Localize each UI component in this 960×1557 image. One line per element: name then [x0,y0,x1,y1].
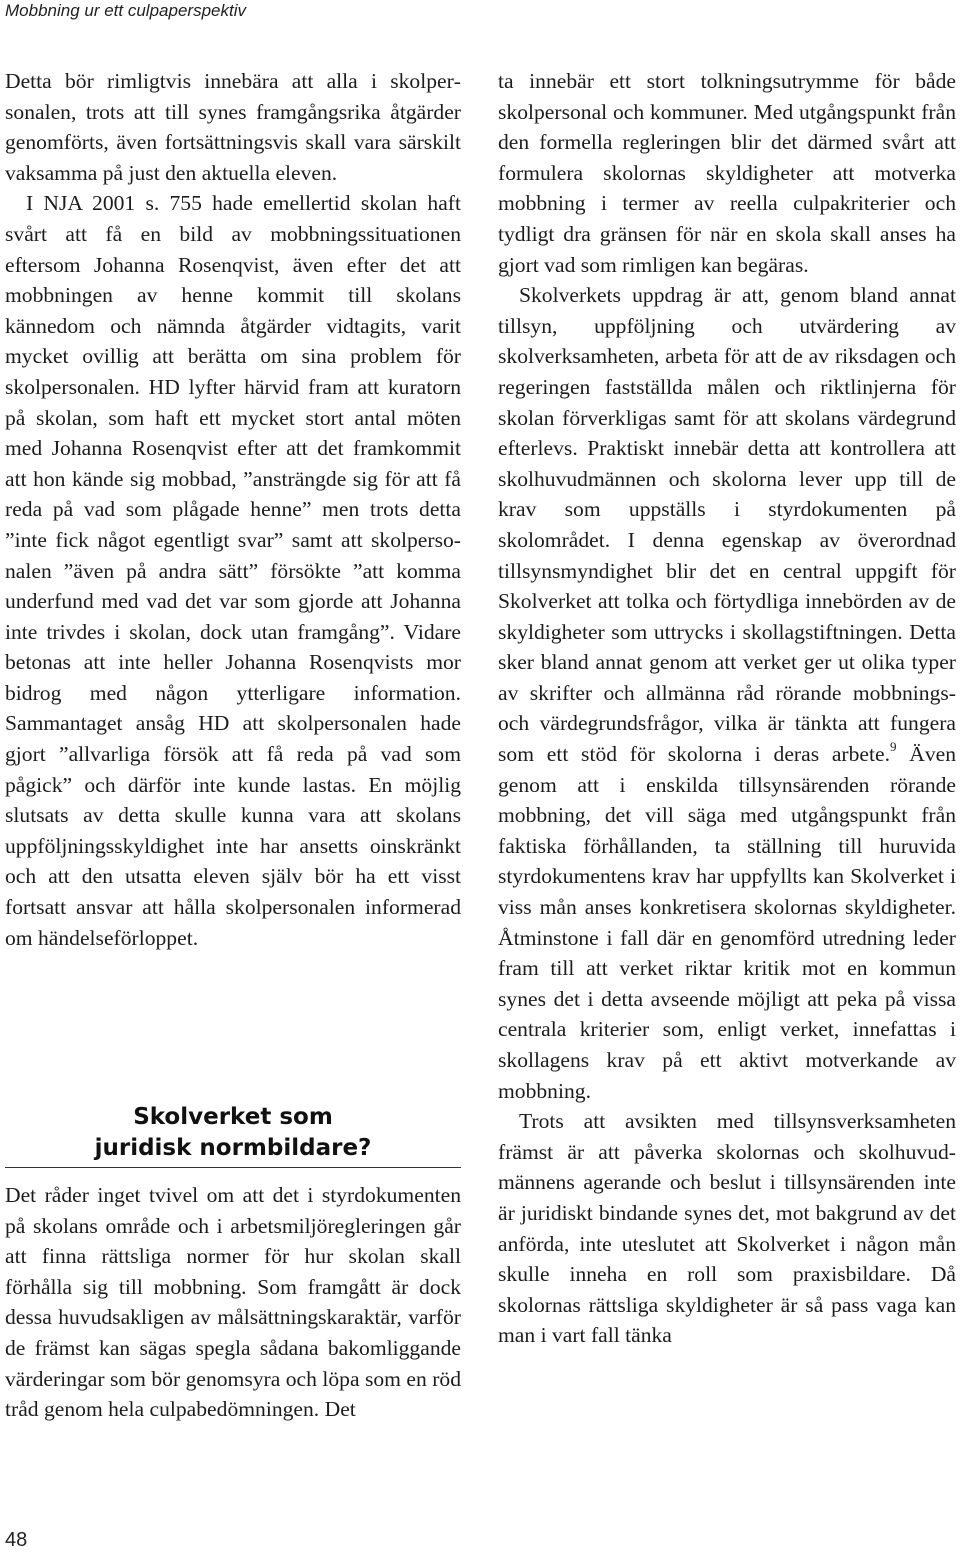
paragraph: I NJA 2001 s. 755 hade emellertid skolan haft svårt att få en bild av mobbningssituationen eftersom Johanna Rosenqvist, även efter det att mobbningen av henne kommit till skolans kännedom och nämnda åtgärder vidtagits, varit mycket ovillig att berätta om sina problem för skolpersonalen. HD lyfter härvid fram att kuratorn på skolan, som haft ett mycket stort antal möten med Johanna Rosenqvist efter att det framkommit att hon kände sig mobbad, ”ansträngde sig för att få reda på vad som plågade henne” men trots detta ”inte fick något egentligt svar” samt att skolpersonalen ”även på andra sätt” försökte ”att komma underfund med vad det var som gjorde att Johanna inte trivdes i skolan, dock utan framgång”. Vidare betonas att inte heller Johanna Rosenqvists mor bidrog med någon ytterligare information. Sammantaget ansåg HD att skolpersonalen hade gjort ”allvarliga försök att få reda på vad som pågick” och därför inte kunde lastas. En möjlig slutsats av detta skulle kunna vara att skolans uppföljningsskyldighet inte har ansetts oinskränkt och att den utsatta eleven själv bör ha ett visst fortsatt ansvar att hålla skolpersonalen informerad om händelseförloppet. [5,191,461,950]
paragraph: ta innebär ett stort tolkningsutrymme för både skolpersonal och kommuner. Med utgångspunkt från den formella regleringen blir det därmed svårt att formulera skolornas skyldigheter att motverka mobbning i termer av reella culpakriterier och tydligt dra gränsen för när en skola skall anses ha gjort vad som rimligen kan begäras. [498,69,956,277]
paragraph: Det råder inget tvivel om att det i styrdokumenten på skolans område och i arbetsmiljöregleringen går att finna rättsliga normer för hur skolan skall förhålla sig till mobbning. Som framgått är dock dessa huvudsakligen av målsättningskaraktär, varför de främst kan sägas spegla sådana bakomliggande värderingar som bör genomsyra och löpa som en röd tråd genom hela culpabedömningen. Det [5,1183,461,1422]
right-column [498,66,956,1351]
section-heading [5,1102,461,1164]
heading-divider [5,1167,461,1168]
paragraph-text: Skolverkets uppdrag är att, genom bland annat tillsyn, uppföljning och utvärdering av skolverksamheten, arbeta för att de av riksdagen och regeringen fastställda målen och riktlinjerna för skolan förverkligas samt för att skolans värdegrund efterlevs. Praktiskt innebär detta att kontrollera att skolhuvudmännen och skolorna lever upp till de krav som uppställs i styrdokumenten på skolområdet. I denna egenskap av överordnad tillsynsmyndighet blir det en central uppgift för Skolverket att tolka och förtydliga innebörden av de skyldigheter som uttrycks i skollagstiftningen. Detta sker bland annat genom att verket ger ut olika typer av skrifter och allmänna råd rörande mobbnings- och värdegrundsfrågor, vilka är tänkta att fungera som ett stöd för skolorna i deras arbete. [498,283,956,767]
section-heading-line: Skolverket som [133,1104,333,1130]
left-column-section [5,1180,461,1425]
paragraph [498,280,956,1106]
running-header: Mobbning ur ett culpaperspektiv [5,1,246,20]
section-heading-line: juridisk normbildare? [94,1135,372,1161]
paragraph: Trots att avsikten med tillsynsverksamheten främst är att påverka skolornas och skolhuvudmännens agerande och beslut i tillsynsärenden inte är juridiskt bindande synes det, mot bakgrund av det anförda, inte uteslutet att Skolverket i någon mån skulle inneha en roll som praxisbildare. Då skolornas rättsliga skyldigheter är så pass vaga kan man i vart fall tänka [498,1109,956,1348]
paragraph: Detta bör rimligtvis innebära att alla i skolpersonalen, trots att till synes framgångsrika åtgärder genomförts, även fortsättningsvis skall vara särskilt vaksamma på just den aktuella eleven. [5,69,461,185]
paragraph-text: Även genom att i enskilda tillsynsärenden rörande mobbning, det vill säga med utgångspunkt från faktiska förhållanden, ta ställning till huruvida styrdokumentens krav har uppfyllts kan Skolverket i viss mån anses konkretisera skolornas skyldigheter. Åtminstone i fall där en genomförd utredning leder fram till att verket riktar kritik mot en kommun synes det i detta avseende möjligt att peka på vissa centrala kriterier som, enligt verket, innefattas i skollagens krav på ett aktivt motverkande av mobbning. [498,742,957,1103]
page-number: 48 [5,1529,28,1551]
footnote-reference[interactable]: 9 [890,738,897,754]
left-column [5,66,461,953]
